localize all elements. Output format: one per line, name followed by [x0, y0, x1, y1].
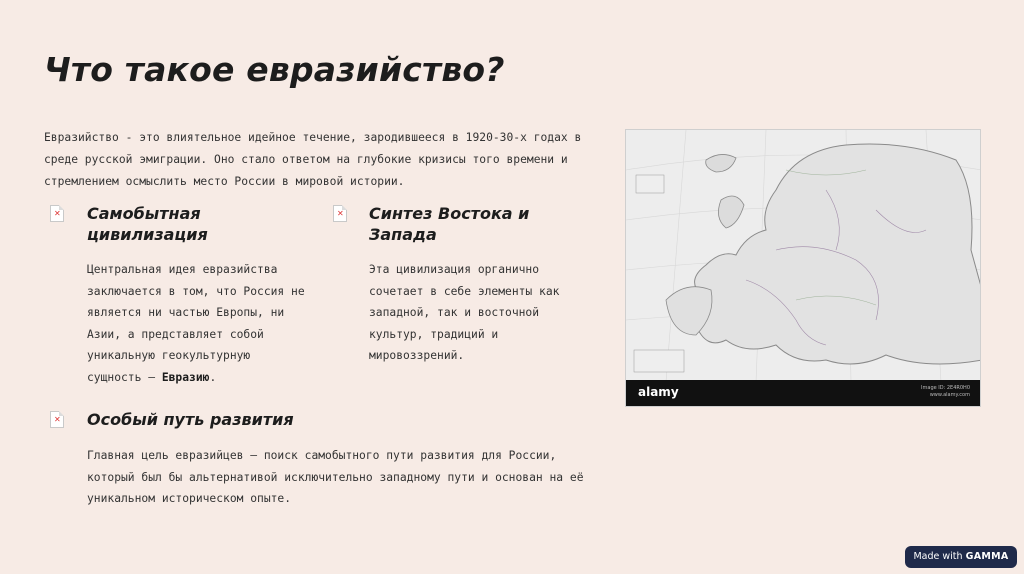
page-title: Что такое евразийство?	[44, 50, 505, 89]
intro-paragraph: Евразийство - это влиятельное идейное течение, зародившееся в 1920-30-х годах в среде русской эмиграции. Оно стало ответом на глубокие кризисы того времени и стремлением осмыслить место России в мировой истории.	[44, 131, 582, 188]
broken-image-icon: ✕	[50, 205, 64, 222]
europe-map-image	[625, 129, 981, 407]
alamy-watermark-bar	[626, 380, 980, 406]
card-text-synthesis: Эта цивилизация органично сочетает в себе элементы как западной, так и восточной культур, традиций и мировоззрений.	[369, 263, 560, 362]
card-title-synthesis: Синтез Востока и Запада	[369, 204, 530, 244]
card-title-path: Особый путь развития	[87, 410, 294, 429]
card-title-civilization: Самобытная цивилизация	[87, 204, 208, 244]
image-id: Image ID: 2E4R0H0 www.alamy.com	[921, 385, 970, 398]
broken-image-icon: ✕	[50, 411, 64, 428]
made-with-gamma-badge[interactable]: Made with GAMMA	[905, 546, 1017, 568]
card-text-civilization: Центральная идея евразийства заключается в том, что Россия не является ни частью Европы, ни Азии, а представляет собой уникальную геокультурную сущность – Евразию.	[87, 263, 305, 384]
highlight-eurasia: Евразию	[161, 370, 210, 384]
map-drawing	[626, 130, 981, 382]
alamy-logo: alamy	[638, 385, 679, 399]
card-text-path: Главная цель евразийцев – поиск самобытного пути развития для России, который был бы альтернативой исключительно западному пути и основан на её уникальном историческом опыте.	[87, 449, 584, 505]
broken-image-icon: ✕	[333, 205, 347, 222]
